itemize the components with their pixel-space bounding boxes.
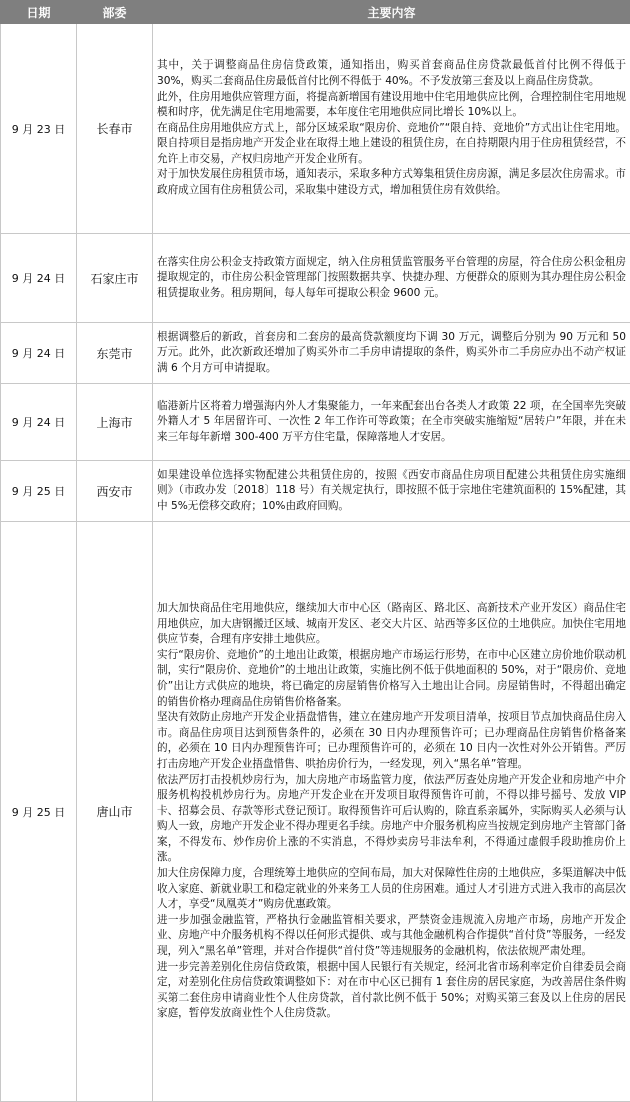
row-date: 9 月 25 日 xyxy=(1,461,77,522)
content-paragraph: 对于加快发展住房租赁市场，通知表示，采取多种方式筹集租赁住房房源，满足多层次住房需求。市政府成立国有住房租赁公司，采取集中建设方式，增加租赁住房有效供给。 xyxy=(157,167,626,198)
content-paragraph: 进一步完善差别化住房信贷政策，根据中国人民银行有关规定，经河北省市场利率定价自律委员会商定，对差别化住房信贷政策调整如下：对在市中心区已拥有 1 套住房的居民家庭，为改善居住条件购买第二套住房申请商业性个人住房贷款，首付款比例不低于 50%；对购买第三套及以上住房的居民家庭，暂停发放商业性个人住房贷款。 xyxy=(157,960,626,1022)
content-paragraph: 此外，住房用地供应管理方面，将提高新增国有建设用地中住宅用地供应比例，合理控制住宅用地规模和时序，优先满足住宅用地需要，本年度住宅用地供应同比增长 10%以上。 xyxy=(157,90,626,121)
content-paragraph: 在落实住房公积金支持政策方面规定，纳入住房租赁监管服务平台管理的房屋，符合住房公积金租房提取规定的，市住房公积金管理部门按照数据共享、快捷办理、方便群众的原则为其办理住房公积金租赁提取业务。租房期间，每人每年可提取公积金 9600 元。 xyxy=(157,255,626,302)
row-city: 东莞市 xyxy=(77,323,153,384)
row-city: 西安市 xyxy=(77,461,153,522)
content-paragraph: 加大住房保障力度，合理统筹土地供应的空间布局，加大对保障性住房的土地供应，多渠道解决中低收入家庭、新就业职工和稳定就业的外来务工人员的住房困难。通过人才引进方式进入我市的高层次人才，享受“凤凰英才”购房优惠政策。 xyxy=(157,866,626,913)
row-date: 9 月 25 日 xyxy=(1,522,77,1102)
content-paragraph: 在商品住房用地供应方式上，部分区域采取“限房价、竞地价”“限自持、竞地价”方式出让住宅用地。限自持项目是指房地产开发企业在取得土地上建设的租赁住房，在自持期限内用于住房租赁经营，不允许上市交易，产权归房地产开发企业所有。 xyxy=(157,121,626,168)
row-date: 9 月 24 日 xyxy=(1,234,77,323)
content-paragraph: 临港新片区将着力增强海内外人才集聚能力，一年来配套出台各类人才政策 22 项，在全国率先突破外籍人才 5 年居留许可、一次性 2 年工作许可等政策；在全市突破实施缩短“居转户”年限，并在未来三年每年新增 300-400 万平方住宅量，保障落地人才安居。 xyxy=(157,399,626,446)
content-paragraph: 根据调整后的新政，首套房和二套房的最高贷款额度均下调 30 万元，调整后分别为 90 万元和 50 万元。此外，此次新政还增加了购买外市二手房申请提取的条件，购买外市二手房应办出不动产权证满 6 个月方可申请提取。 xyxy=(157,330,626,377)
table-row xyxy=(1,323,630,384)
row-city: 唐山市 xyxy=(77,522,153,1102)
header-content: 主要内容 xyxy=(153,1,630,24)
row-content xyxy=(153,522,630,1102)
content-paragraph: 加大加快商品住宅用地供应，继续加大市中心区（路南区、路北区、高新技术产业开发区）商品住宅用地供应，加大唐钢搬迁区域、城南开发区、老交大片区、站西等多区位的土地供应。加快住宅用地供应节奏，合理有序安排土地供应。 xyxy=(157,601,626,648)
row-city: 石家庄市 xyxy=(77,234,153,323)
row-content xyxy=(153,384,630,461)
header-date: 日期 xyxy=(1,1,77,24)
row-content xyxy=(153,24,630,234)
content-paragraph: 其中，关于调整商品住房信贷政策，通知指出，购买首套商品住房贷款最低首付比例不得低于 30%，购买二套商品住房最低首付比例不得低于 40%。不予发放第三套及以上商品住房贷款。 xyxy=(157,58,626,89)
table-row xyxy=(1,384,630,461)
row-date: 9 月 24 日 xyxy=(1,323,77,384)
content-paragraph: 如果建设单位选择实物配建公共租赁住房的，按照《西安市商品住房项目配建公共租赁住房实施细则》（市政办发〔2018〕118 号）有关规定执行，即按照不低于宗地住宅建筑面积的 15%配建，其中 5%无偿移交政府；10%由政府回购。 xyxy=(157,468,626,515)
header-row xyxy=(1,1,630,24)
row-date: 9 月 24 日 xyxy=(1,384,77,461)
content-paragraph: 进一步加强金融监管，严格执行金融监管相关要求，严禁资金违规流入房地产市场，房地产开发企业、房地产中介服务机构不得以任何形式提供、或与其他金融机构合作提供“首付贷”等服务，一经发现，列入“黑名单”管理，并对合作提供“首付贷”等违规服务的金融机构，依法依规严肃处理。 xyxy=(157,913,626,960)
table-row xyxy=(1,24,630,234)
table-row xyxy=(1,461,630,522)
content-paragraph: 依法严厉打击投机炒房行为，加大房地产市场监管力度，依法严厉查处房地产开发企业和房地产中介服务机构投机炒房行为。房地产开发企业在开发项目取得预售许可前，不得以排号摇号、发放 VIP 卡、招募会员、存款等形式登记预订。取得预售许可后认购的，除直系亲属外，实际购买人必须与认购人一致，房地产开发企业不得办理更名手续。房地产中介服务机构应当按规定到房地产主管部门备案，不得发布、炒作房价上涨的不实消息，不得炒卖房号非法牟利，不得通过虚假手段助推房价上涨。 xyxy=(157,773,626,867)
row-content xyxy=(153,234,630,323)
row-date: 9 月 23 日 xyxy=(1,24,77,234)
table-row xyxy=(1,234,630,323)
row-city: 上海市 xyxy=(77,384,153,461)
row-content xyxy=(153,461,630,522)
row-content xyxy=(153,323,630,384)
content-paragraph: 实行“限房价、竞地价”的土地出让政策，根据房地产市场运行形势，在市中心区建立房价地价联动机制，实行“限房价、竞地价”的土地出让政策，实施比例不低于供地面积的 50%，对于“限房价、竞地价”出让方式供应的地块，将已确定的房屋销售价格写入土地出让合同。房屋销售时，不得超出确定的销售价格办理商品住房销售价格备案。 xyxy=(157,648,626,710)
header-city: 部委 xyxy=(77,1,153,24)
content-paragraph: 坚决有效防止房地产开发企业捂盘惜售，建立在建房地产开发项目清单，按项目节点加快商品住房入市。商品住房项目达到预售条件的，必须在 30 日内办理预售许可；已办理商品住房销售价格备案的，必须在 10 日内办理预售许可；已办理预售许可的，必须在 10 日内一次性对外公开销售。严厉打击房地产开发企业捂盘惜售、哄抬房价行为，一经发现，列入“黑名单”管理。 xyxy=(157,710,626,772)
row-city: 长春市 xyxy=(77,24,153,234)
table-row xyxy=(1,522,630,1102)
